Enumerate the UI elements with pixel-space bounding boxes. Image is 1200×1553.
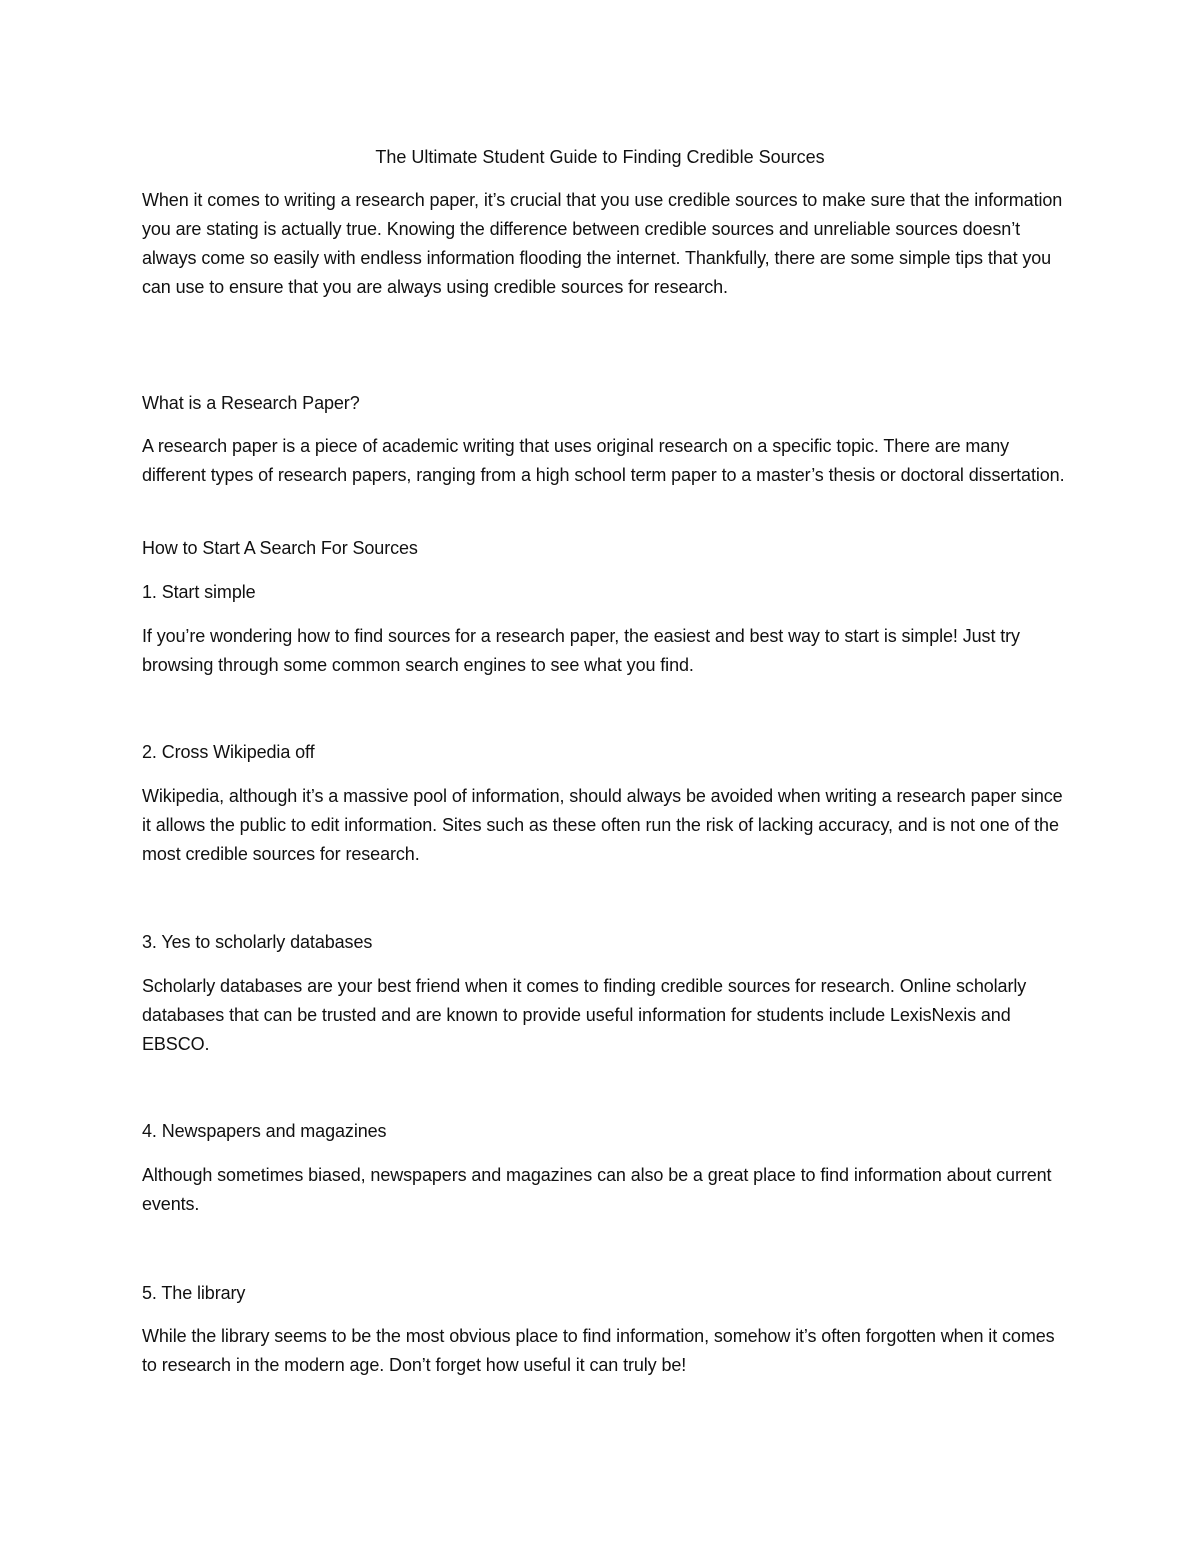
intro-paragraph: When it comes to writing a research paper, it’s crucial that you use credible sources to make sure that the information you are stating is actually true. Knowing the difference between credible sources and unreliable sources doesn’t always come so easily with endless information flooding the internet. Thankfully, there are some simple tips that you can use to ensure that you are always using credible sources for research. bbox=[142, 190, 1063, 297]
section-body-what: A research paper is a piece of academic writing that uses original research on a specific topic. There are many different types of research papers, ranging from a high school term paper to a master’s thesis or doctoral dissertation. bbox=[142, 436, 1065, 485]
tip-body-4: Although sometimes biased, newspapers and magazines can also be a great place to find information about current events. bbox=[142, 1165, 1052, 1214]
tip-body-1: If you’re wondering how to find sources for a research paper, the easiest and best way to start is simple! Just try browsing through some common search engines to see what you find. bbox=[142, 626, 1020, 675]
tip-heading-3: 3. Yes to scholarly databases bbox=[142, 932, 373, 952]
section-heading-what: What is a Research Paper? bbox=[142, 393, 360, 413]
tip-heading-1: 1. Start simple bbox=[142, 582, 256, 602]
tip-body-2: Wikipedia, although it’s a massive pool of information, should always be avoided when writing a research paper since it allows the public to edit information. Sites such as these often run the risk of lacking accuracy, and is not one of the most credible sources for research. bbox=[142, 786, 1063, 864]
tip-body-3: Scholarly databases are your best friend when it comes to finding credible sources for research. Online scholarly databases that can be trusted and are known to provide useful information for students include LexisNexis and EBSCO. bbox=[142, 976, 1027, 1054]
section-heading-how: How to Start A Search For Sources bbox=[142, 538, 418, 558]
tip-body-5: While the library seems to be the most obvious place to find information, somehow it’s often forgotten when it comes to research in the modern age. Don’t forget how useful it can truly be! bbox=[142, 1326, 1055, 1375]
document-title: The Ultimate Student Guide to Finding Credible Sources bbox=[375, 147, 825, 167]
tip-heading-5: 5. The library bbox=[142, 1283, 246, 1303]
tip-heading-4: 4. Newspapers and magazines bbox=[142, 1121, 387, 1141]
tip-heading-2: 2. Cross Wikipedia off bbox=[142, 742, 315, 762]
